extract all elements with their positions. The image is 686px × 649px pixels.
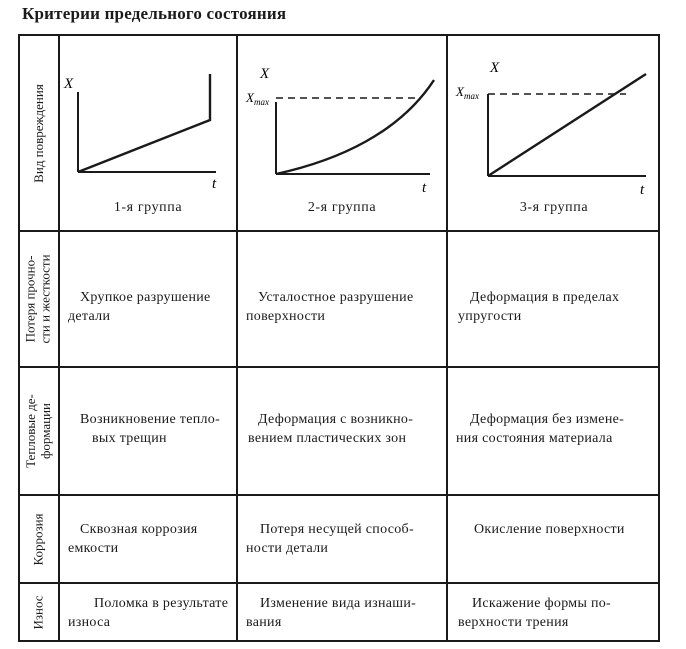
cell-corrosion-group-1: [68, 520, 232, 558]
row-header-label: Потеря прочно- сти и жесткости: [23, 254, 54, 344]
xmax-label: $X_{max}$: [456, 84, 479, 101]
x-axis-label: t: [422, 180, 427, 196]
cell-line: упругости: [458, 309, 522, 324]
cell-line: Деформация без измене-: [470, 412, 625, 427]
cell-line: Сквозная коррозия: [80, 522, 198, 537]
row-divider: [18, 230, 660, 232]
page-title: Критерии предельного состояния: [22, 4, 287, 23]
cell-line: емкости: [68, 541, 119, 556]
group-label-1: 1-я группа: [113, 200, 183, 215]
cell-line: Возникновение тепло-: [80, 412, 221, 427]
y-axis-label: X: [490, 60, 500, 76]
cell-thermal-group-3: [454, 410, 656, 448]
cell-line: Усталостное разрушение: [258, 290, 414, 305]
row-header-thermal: [18, 368, 58, 494]
cell-line: Деформация в пределах: [470, 290, 620, 305]
column-divider: [446, 34, 448, 642]
row-header-wear: [18, 584, 58, 640]
cell-line: Потеря несущей способ-: [260, 522, 414, 537]
group-label-3: 3-я группа: [519, 200, 589, 215]
table-right-border: [658, 34, 660, 642]
row-divider: [18, 582, 660, 584]
cell-strength-group-3: [458, 288, 654, 326]
cell-corrosion-group-2: [246, 520, 444, 558]
criteria-table: [18, 34, 660, 644]
row-header-label: Вид повреждения: [30, 83, 46, 183]
cell-strength-group-1: [68, 288, 228, 326]
cell-line: ности детали: [246, 541, 329, 556]
cell-line: детали: [68, 309, 111, 324]
y-axis-label: X: [260, 66, 270, 82]
row-header-label: Коррозия: [30, 512, 46, 566]
group-label-2: 2-я группа: [307, 200, 377, 215]
cell-thermal-group-1: [68, 410, 232, 448]
cell-wear-group-2: [246, 594, 444, 632]
cell-line: ния состояния материала: [456, 431, 613, 446]
row-header-strength: [18, 232, 58, 366]
cell-line: вых трещин: [92, 431, 167, 446]
cell-line: поверхности: [246, 309, 326, 324]
cell-line: Искажение формы по-: [472, 596, 612, 611]
row-header-label: Тепловые де- формации: [23, 394, 53, 468]
damage-curve: [488, 74, 646, 176]
cell-line: Хрупкое разрушение: [80, 290, 211, 305]
row-divider: [18, 366, 660, 368]
cell-line: верхности трения: [458, 615, 569, 630]
cell-line: Окисление поверхности: [474, 522, 625, 537]
cell-thermal-group-2: [244, 410, 444, 448]
cell-corrosion-group-3: [458, 520, 654, 539]
graph-group-2: [240, 62, 444, 202]
cell-line: вания: [246, 615, 282, 630]
damage-curve: [78, 74, 210, 172]
column-divider: [58, 34, 60, 642]
table-bottom-border: [18, 640, 660, 642]
cell-line: Деформация с возникно-: [258, 412, 414, 427]
table-top-border: [18, 34, 660, 36]
cell-line: Поломка в результате: [94, 596, 229, 611]
xmax-label: $X_{max}$: [246, 90, 269, 107]
x-axis-label: t: [212, 176, 217, 192]
cell-strength-group-2: [246, 288, 442, 326]
x-axis-label: t: [640, 182, 645, 198]
graph-group-3: [450, 58, 658, 202]
row-header-label: Износ: [30, 594, 46, 630]
cell-wear-group-1: [68, 594, 232, 632]
graph-group-1: [62, 62, 234, 192]
row-header-corrosion: [18, 496, 58, 582]
cell-line: вением пластических зон: [248, 431, 407, 446]
column-divider: [236, 34, 238, 642]
cell-line: Изменение вида изнаши-: [260, 596, 417, 611]
row-divider: [18, 494, 660, 496]
cell-line: износа: [68, 615, 111, 630]
row-header-damage-type: [18, 36, 58, 230]
damage-curve: [276, 80, 434, 174]
y-axis-label: X: [64, 76, 74, 92]
cell-wear-group-3: [458, 594, 654, 632]
